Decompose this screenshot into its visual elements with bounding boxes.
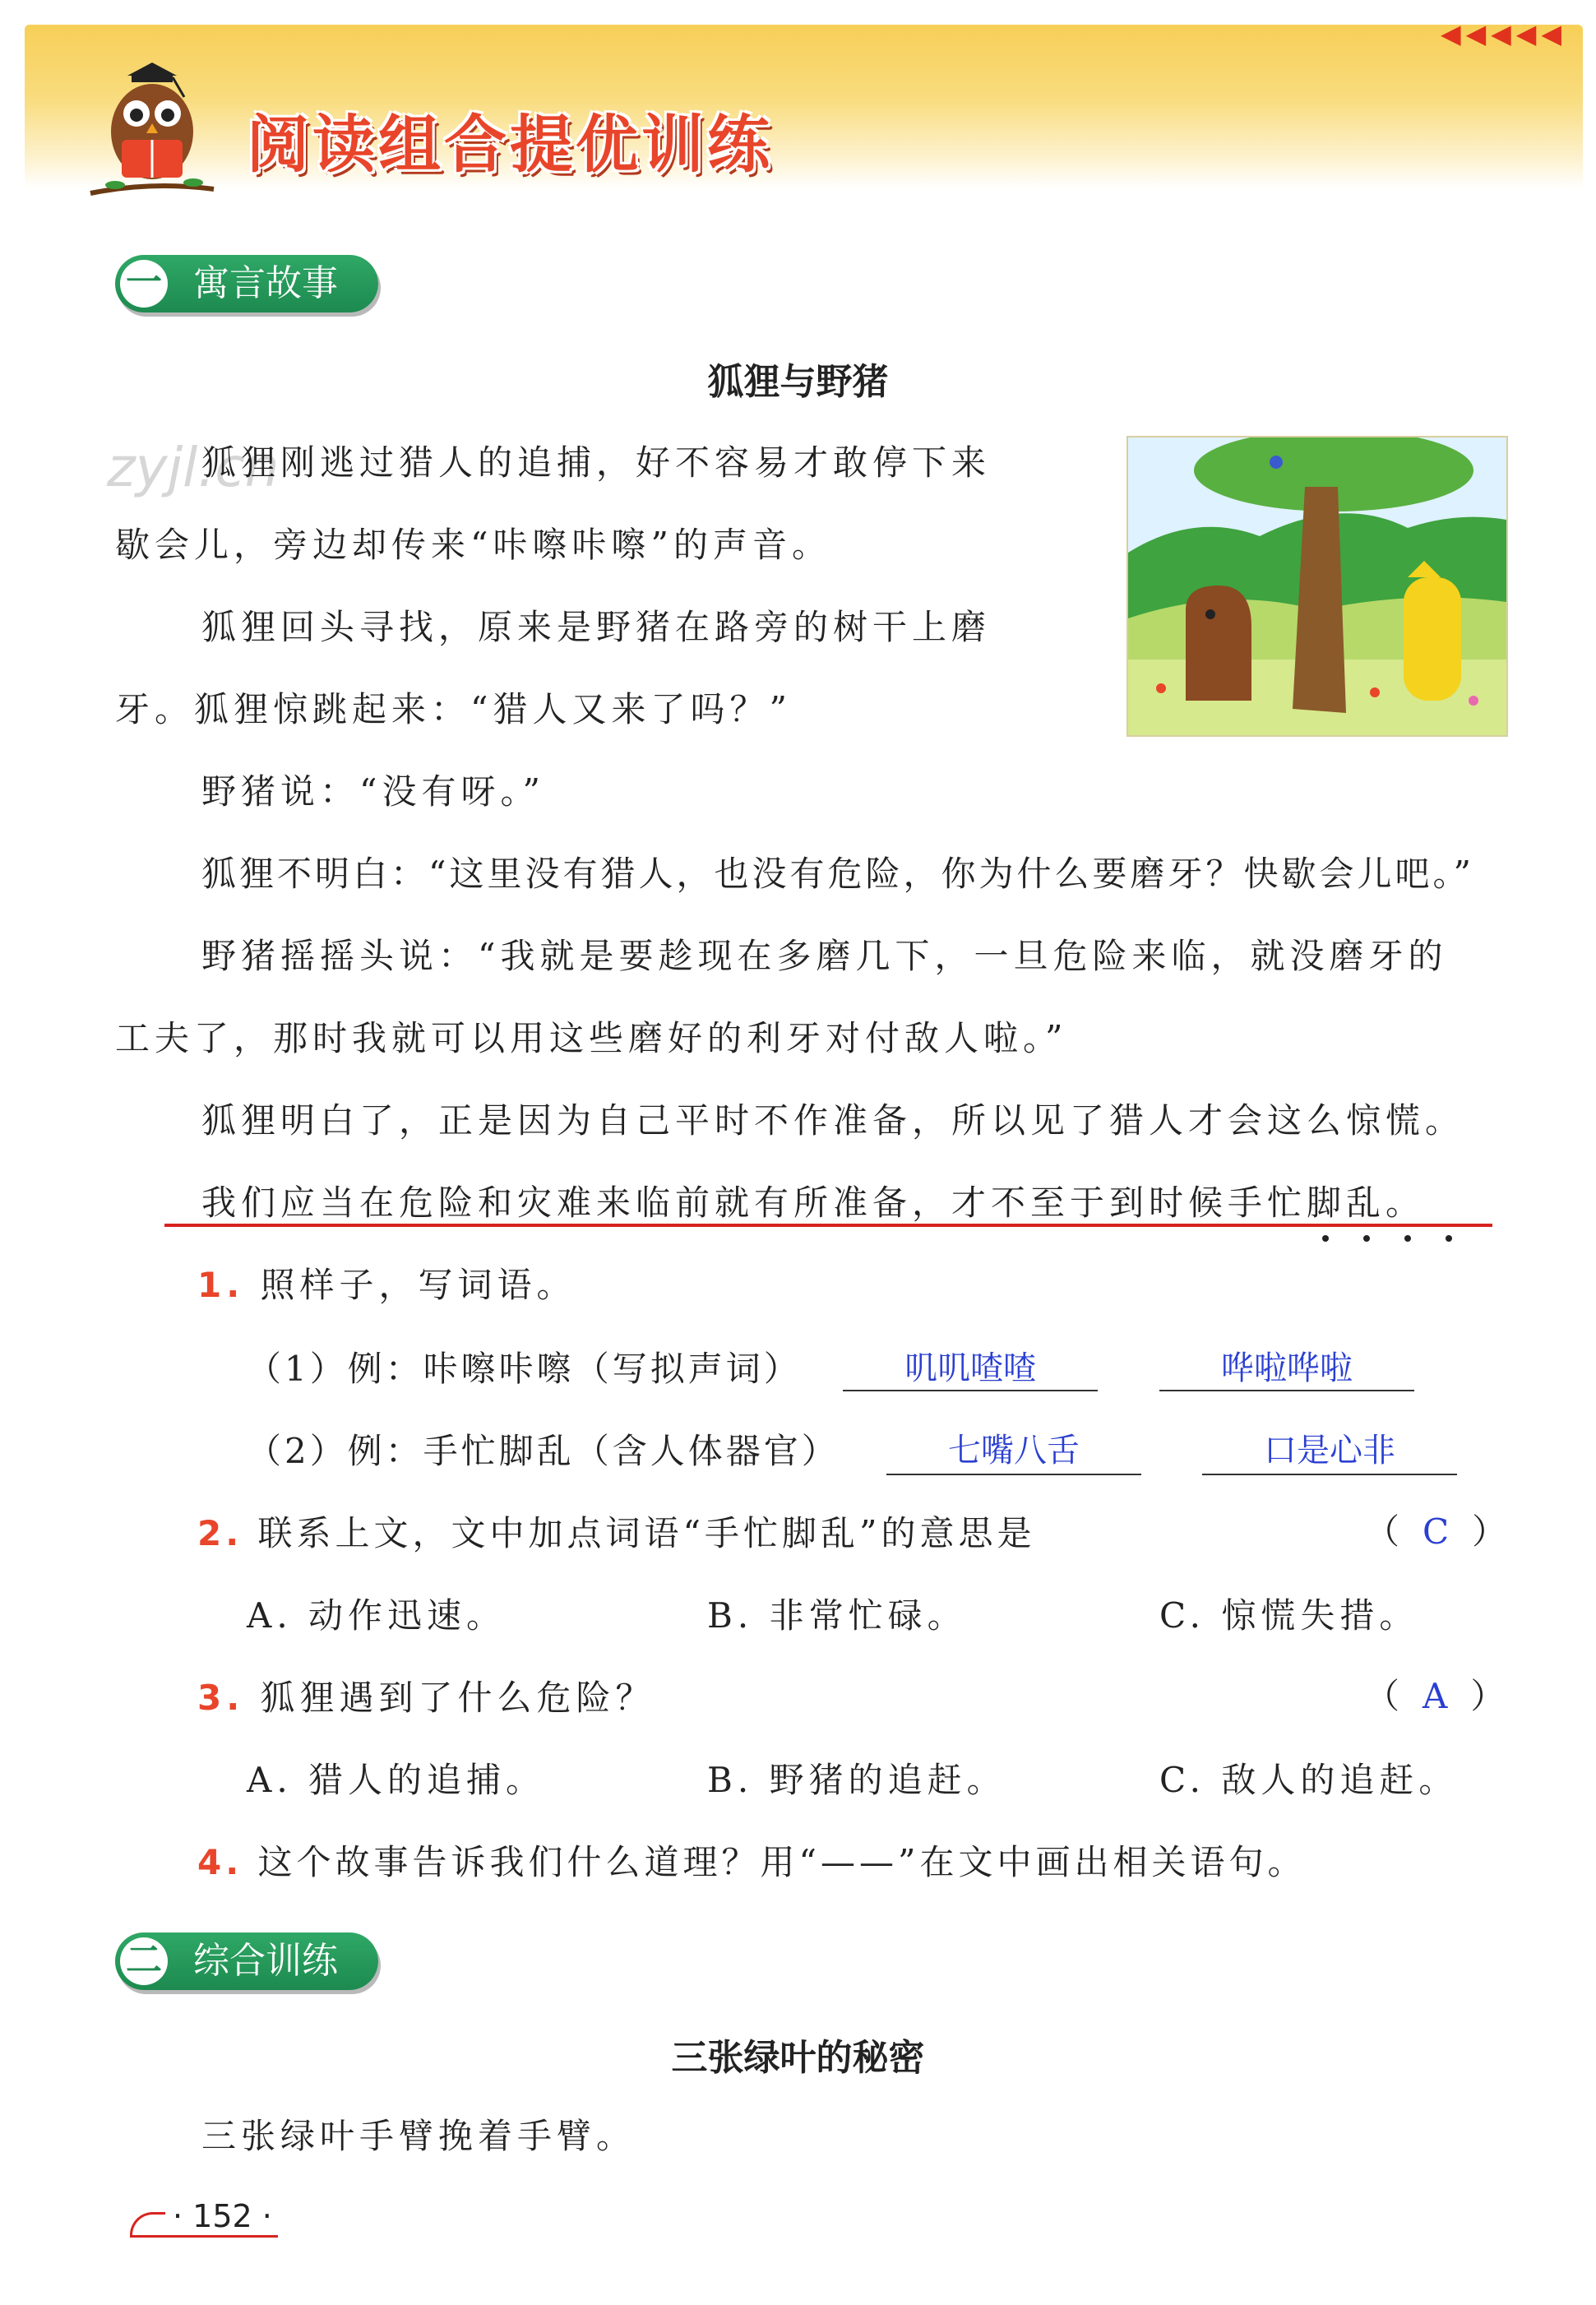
option-a: A. 猎人的追捕。 — [247, 1760, 546, 1800]
answer-text: 口是心非 — [1264, 1432, 1395, 1470]
question-1-sub-2: （2）例：手忙脚乱（含人体器官） — [247, 1431, 840, 1471]
story-paragraph-line: 野猪说：“没有呀。” — [201, 771, 545, 812]
selected-answer: A — [1423, 1676, 1448, 1716]
owl-mascot-icon — [82, 58, 222, 206]
story-title: 狐狸与野猪 — [707, 361, 889, 403]
watermark: zyjl.cn — [107, 436, 280, 499]
answer-line — [1202, 1474, 1457, 1475]
story-paragraph-line: 狐狸刚逃过猎人的追捕，好不容易才敢停下来 — [201, 442, 992, 483]
question-1-sub-1: （1）例：咔嚓咔嚓（写拟声词） — [247, 1349, 802, 1389]
paren-open: （ — [1365, 1676, 1400, 1716]
moral-underline — [164, 1224, 1492, 1227]
fox-and-boar-illustration — [1126, 436, 1508, 737]
question-number: 1. — [197, 1265, 245, 1305]
section-heading-1 — [115, 255, 378, 312]
story-paragraph-line: 牙。狐狸惊跳起来：“猎人又来了吗？” — [115, 689, 792, 729]
emphasis-dot — [1363, 1235, 1370, 1242]
question-3 — [197, 1671, 655, 1720]
story-paragraph-line: 歇会儿，旁边却传来“咔嚓咔嚓”的声音。 — [115, 525, 831, 565]
answer-line — [1159, 1390, 1414, 1391]
question-number: 4. — [197, 1842, 243, 1882]
question-2 — [197, 1507, 1036, 1556]
page-number-decoration — [130, 2212, 165, 2238]
answer-parentheses — [1365, 1505, 1506, 1554]
emphasis-dot — [1446, 1235, 1452, 1242]
story-paragraph-line: 狐狸回头寻找，原来是野猪在路旁的树干上磨 — [201, 607, 992, 647]
story-paragraph-line: 工夫了，那时我就可以用这些磨好的利牙对付敌人啦。” — [115, 1018, 1068, 1058]
paren-open: （ — [1365, 1511, 1400, 1552]
question-4 — [197, 1835, 1307, 1885]
story-paragraph-line: 野猪摇摇头说：“我就是要趁现在多磨几下，一旦危险来临，就没磨牙的 — [201, 936, 1448, 976]
option-a: A. 动作迅速。 — [247, 1595, 507, 1636]
question-number: 3. — [197, 1678, 245, 1718]
page-number: · 152 · — [173, 2198, 272, 2234]
question-number: 2. — [197, 1513, 243, 1553]
section-label: 综合训练 — [193, 1940, 338, 1982]
answer-text: 叽叽喳喳 — [904, 1349, 1036, 1387]
question-text: 照样子，写词语。 — [260, 1265, 576, 1305]
emphasis-dot — [1404, 1235, 1411, 1242]
story-paragraph-line: 狐狸不明白：“这里没有猎人，也没有危险，你为什么要磨牙？快歇会儿吧。” — [201, 854, 1474, 894]
page-number-underline — [130, 2235, 278, 2238]
question-1 — [197, 1258, 576, 1308]
section-heading-2 — [115, 1932, 378, 1990]
story-paragraph-line: 狐狸明白了，正是因为自己平时不作准备，所以见了猎人才会这么惊慌。 — [201, 1100, 1465, 1141]
answer-parentheses — [1365, 1669, 1505, 1719]
answer-line — [886, 1474, 1141, 1475]
story-title: 三张绿叶的秘密 — [671, 2037, 925, 2079]
option-b: B. 非常忙碌。 — [707, 1595, 967, 1636]
emphasis-dot — [1322, 1235, 1329, 1242]
answer-line — [843, 1390, 1098, 1391]
selected-answer: C — [1423, 1511, 1450, 1552]
question-text: 这个故事告诉我们什么道理？用“——”在文中画出相关语句。 — [257, 1842, 1307, 1882]
banner-title: 阅读组合提优训练 — [247, 108, 773, 181]
decorative-arrows: ◀◀◀◀◀ — [1440, 18, 1566, 49]
paren-close: ） — [1472, 1511, 1507, 1552]
option-c: C. 敌人的追赶。 — [1159, 1760, 1459, 1800]
option-c: C. 惊慌失措。 — [1159, 1595, 1419, 1636]
paren-close: ） — [1470, 1676, 1506, 1716]
option-b: B. 野猪的追赶。 — [707, 1760, 1006, 1800]
answer-text: 哗啦哗啦 — [1221, 1349, 1353, 1387]
section-number: 二 — [120, 1937, 168, 1985]
question-text: 联系上文，文中加点词语“手忙脚乱”的意思是 — [257, 1513, 1036, 1553]
question-text: 狐狸遇到了什么危险？ — [260, 1678, 655, 1718]
section-label: 寓言故事 — [193, 262, 338, 304]
story-moral-line: 我们应当在危险和灾难来临前就有所准备，才不至于到时候手忙脚乱。 — [201, 1183, 1426, 1223]
answer-text: 七嘴八舌 — [948, 1432, 1080, 1470]
story-paragraph-line: 三张绿叶手臂挽着手臂。 — [201, 2116, 636, 2156]
section-number: 一 — [120, 260, 168, 308]
